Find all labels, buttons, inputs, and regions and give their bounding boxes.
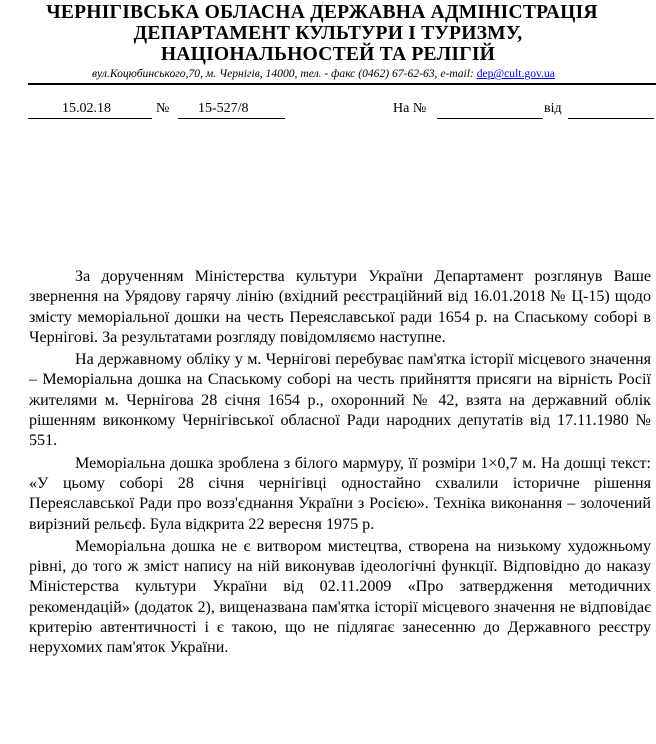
from-label: від xyxy=(544,101,562,116)
number-underline xyxy=(178,118,285,119)
header-title-line3: НАЦІОНАЛЬНОСТЕЙ ТА РЕЛІГІЙ xyxy=(160,44,496,65)
reply-date-underline xyxy=(568,118,654,119)
address-text: вул.Коцюбинського,70, м. Чернігів, 14000, тел. - факс (0462) 67-62-63, e-mail: xyxy=(92,67,477,80)
number-label: № xyxy=(156,101,170,116)
outgoing-date: 15.02.18 xyxy=(62,101,111,116)
paragraph-4: Меморіальна дошка не є витвором мистецтва, створена на низькому художньому рівні, до того ж зміст напису на ній виконував ідеологічні функції. Відповідно до наказу Міністерства культури України від 02.11.2009 «Про затвердження методичних рекомендацій» (додаток 2), вищеназвана пам'ятка історії місцевого значення не відповідає критерію автентичності і є такою, що не підлягає занесенню до Державного реєстру нерухомих пам'яток України. xyxy=(29,537,651,657)
date-underline xyxy=(28,118,152,119)
paragraph-3: Меморіальна дошка зроблена з білого мармуру, її розміри 1×0,7 м. На дошці текст: «У цьому соборі 28 січня чернігівці одностайно схвалили історичне рішення Переяславської Ради про возз'єднання України з Росією». Техніка виконання – золочений вирізний рельєф. Була відкрита 22 вересня 1975 р. xyxy=(29,454,651,533)
header-divider xyxy=(28,83,656,85)
paragraph-2: На державному обліку у м. Чернігові перебуває пам'ятка історії місцевого значення – Меморіальна дошка на Спаському соборі на честь прийняття присяги на вірність Росії жителями м. Чернігова 28 січня 1654 р., охоронний № 42, взята на державний облік рішенням виконкому Чернігівської обласної Ради народних депутатів від 17.11.1980 № 551. xyxy=(29,351,651,450)
header-address xyxy=(92,67,555,80)
header-title-line2: ДЕПАРТАМЕНТ КУЛЬТУРИ І ТУРИЗМУ, xyxy=(133,23,523,44)
reply-number-underline xyxy=(437,118,543,119)
email-link[interactable]: dep@cult.gov.ua xyxy=(476,67,555,80)
letter-body xyxy=(29,267,651,661)
paragraph-1: За дорученням Міністерства культури України Департамент розглянув Ваше звернення на Урядову гарячу лінію (вхідний реєстраційний від 16.01.2018 № Ц-15) щодо змісту меморіальної дошки на честь Переяславської ради 1654 р. на Спаському соборі в Чернігові. За результатами розгляду повідомляємо наступне. xyxy=(29,268,651,346)
outgoing-number: 15-527/8 xyxy=(198,101,249,116)
header-title-line1: ЧЕРНІГІВСЬКА ОБЛАСНА ДЕРЖАВНА АДМІНІСТРАЦІЯ xyxy=(46,2,598,23)
in-reply-label: На № xyxy=(393,101,427,116)
